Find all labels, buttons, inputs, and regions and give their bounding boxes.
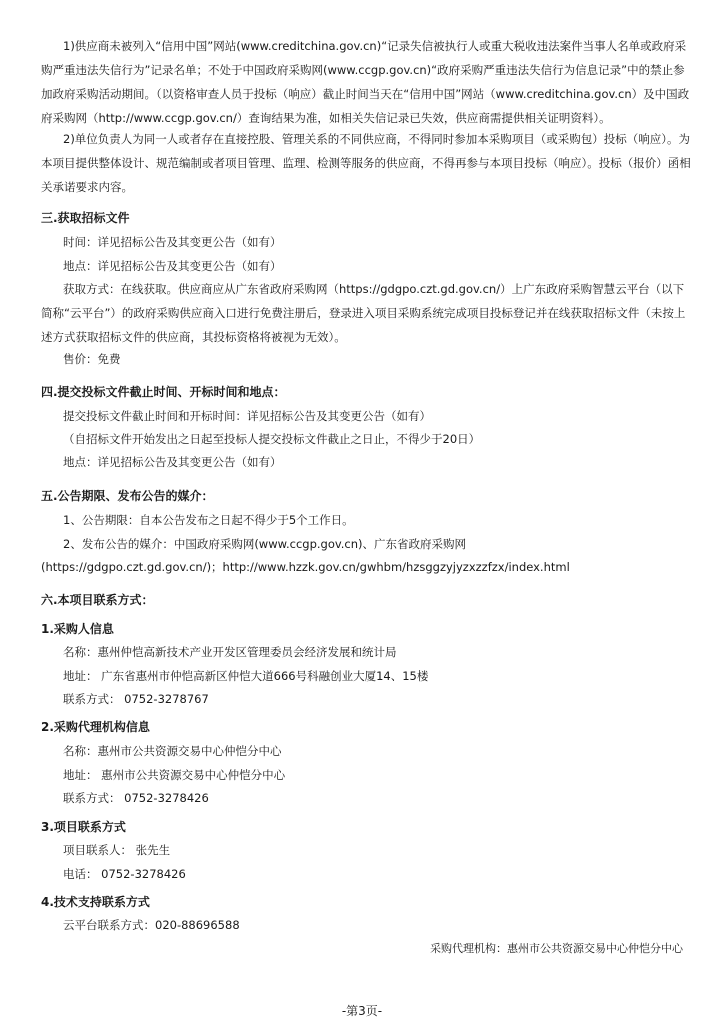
page-number: -第3页- [341, 1004, 383, 1018]
qualification-paragraph-2: 2)单位负责人为同一人或者存在直接控股、管理关系的不同供应商，不得同时参加本采购项目（或采购包）投标（响应）。为本项目提供整体设计、规范编制或者项目管理、监理、检测等服务的供应商，不得再参与本项目投标（响应）。投标（报价）函相关承诺要求内容。 [41, 132, 691, 194]
project-person: 项目联系人： 张先生 [63, 843, 171, 857]
purchaser-contact: 联系方式： 0752-3278767 [63, 692, 209, 706]
purchaser-name: 名称：惠州仲恺高新技术产业开发区管理委员会经济发展和统计局 [63, 645, 397, 659]
agency-contact: 联系方式： 0752-3278426 [63, 791, 209, 805]
agency-heading: 2.采购代理机构信息 [41, 720, 150, 734]
tech-cloud-contact: 云平台联系方式：020-88696588 [63, 918, 240, 932]
sec4-line1: 提交投标文件截止时间和开标时间：详见招标公告及其变更公告（如有） [63, 409, 431, 423]
agency-signature: 采购代理机构：惠州市公共资源交易中心仲恺分中心 [430, 942, 683, 955]
agency-name: 名称：惠州市公共资源交易中心仲恺分中心 [63, 744, 282, 758]
project-phone: 电话： 0752-3278426 [63, 867, 186, 881]
agency-address: 地址： 惠州市公共资源交易中心仲恺分中心 [63, 768, 286, 782]
section-6-heading: 六.本项目联系方式： [41, 593, 154, 607]
sec4-line3: 地点：详见招标公告及其变更公告（如有） [63, 455, 282, 469]
sec3-time: 时间：详见招标公告及其变更公告（如有） [63, 235, 282, 249]
sec3-place: 地点：详见招标公告及其变更公告（如有） [63, 259, 282, 273]
sec5-line3: (https://gdgpo.czt.gd.gov.cn/)；http://www.hzzk.gov.cn/gwhbm/hzsggzyjyzxzzfzx/index.html [41, 560, 570, 574]
purchaser-heading: 1.采购人信息 [41, 622, 114, 636]
qualification-paragraph-1: 1)供应商未被列入“信用中国”网站(www.creditchina.gov.cn)“记录失信被执行人或重大税收违法案件当事人名单或政府采购严重违法失信行为”记录名单；不处于中国政府采购网(www.ccgp.gov.cn)“政府采购严重违法失信行为信息记录”中的禁止参加政府采购活动期间。（以资格审查人员于投标（响应）截止时间当天在“信用中国”网站（www.creditchina.gov.cn）及中国政府采购网（http://www.ccgp.gov.cn/）查询结果为准，如相关失信记录已失效，供应商需提供相关证明资料）。 [41, 39, 690, 125]
purchaser-address: 地址： 广东省惠州市仲恺高新区仲恺大道666号科融创业大厦14、15楼 [63, 669, 429, 683]
sec5-line1: 1、公告期限：自本公告发布之日起不得少于5个工作日。 [63, 513, 354, 527]
sec5-line2: 2、发布公告的媒介：中国政府采购网(www.ccgp.gov.cn)、广东省政府采购网 [63, 537, 467, 551]
section-4-heading: 四.提交投标文件截止时间、开标时间和地点： [41, 385, 286, 399]
section-3-heading: 三.获取招标文件 [41, 211, 130, 225]
section-5-heading: 五.公告期限、发布公告的媒介： [41, 489, 214, 503]
tech-support-heading: 4.技术支持联系方式 [41, 895, 150, 909]
project-contact-heading: 3.项目联系方式 [41, 820, 126, 834]
sec3-price: 售价：免费 [63, 352, 121, 366]
sec4-line2: （自招标文件开始发出之日起至投标人提交投标文件截止之日止，不得少于20日） [63, 432, 481, 446]
sec3-method: 获取方式：在线获取。供应商应从广东省政府采购网（https://gdgpo.czt.gd.gov.cn/）上广东政府采购智慧云平台（以下简称“云平台”）的政府采购供应商入口进行免费注册后，登录进入项目采购系统完成项目投标登记并在线获取招标文件（未按上述方式获取招标文件的供应商，其投标资格将被视为无效）。 [41, 282, 686, 344]
